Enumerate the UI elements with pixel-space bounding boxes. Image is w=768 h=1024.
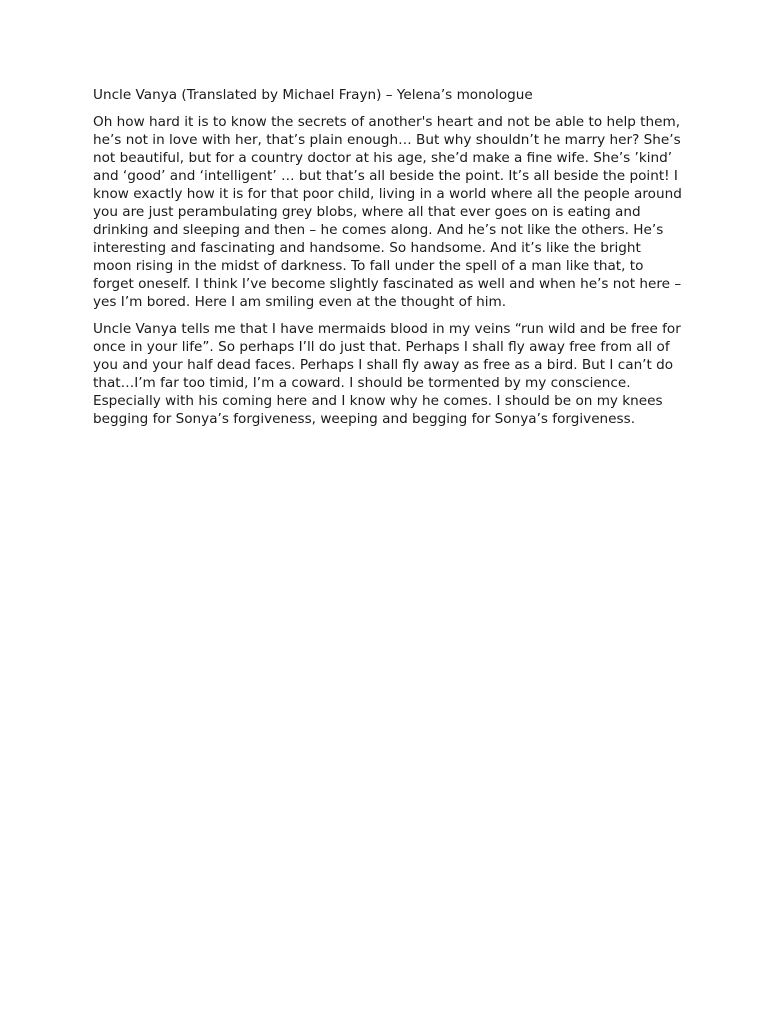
paragraph-1: Oh how hard it is to know the secrets of another's heart and not be able to help them, he’s not in love with her, that’s plain enough… But why shouldn’t he marry her? She’s not beautiful, but for a country doctor at his age, she’d make a fine wife. She’s ’kind’ and ‘good’ and ‘intelligent’ … but that’s all beside the point. It’s all beside the point! I know exactly how it is for that poor child, living in a world where all the people around you are just perambulating grey blobs, where all that ever goes on is eating and drinking and sleeping and then – he comes along. And he’s not like the others. He’s interesting and fascinating and handsome. So handsome. And it’s like the bright moon rising in the midst of darkness. To fall under the spell of a man like that, to forget oneself. I think I’ve become slightly fascinated as well and when he’s not here – yes I’m bored. Here I am smiling even at the thought of him. [93, 114, 682, 310]
document-title: Uncle Vanya (Translated by Michael Frayn) – Yelena’s monologue [93, 87, 533, 103]
paragraph-2: Uncle Vanya tells me that I have mermaids blood in my veins “run wild and be free for once in your life”. So perhaps I’ll do just that. Perhaps I shall fly away free from all of you and your half dead faces. Perhaps I shall fly away as free as a bird. But I can’t do that…I’m far too timid, I’m a coward. I should be tormented by my conscience. Especially with his coming here and I know why he comes. I should be on my knees begging for Sonya’s forgiveness, weeping and begging for Sonya’s forgiveness. [93, 321, 681, 427]
document-body [93, 86, 683, 437]
